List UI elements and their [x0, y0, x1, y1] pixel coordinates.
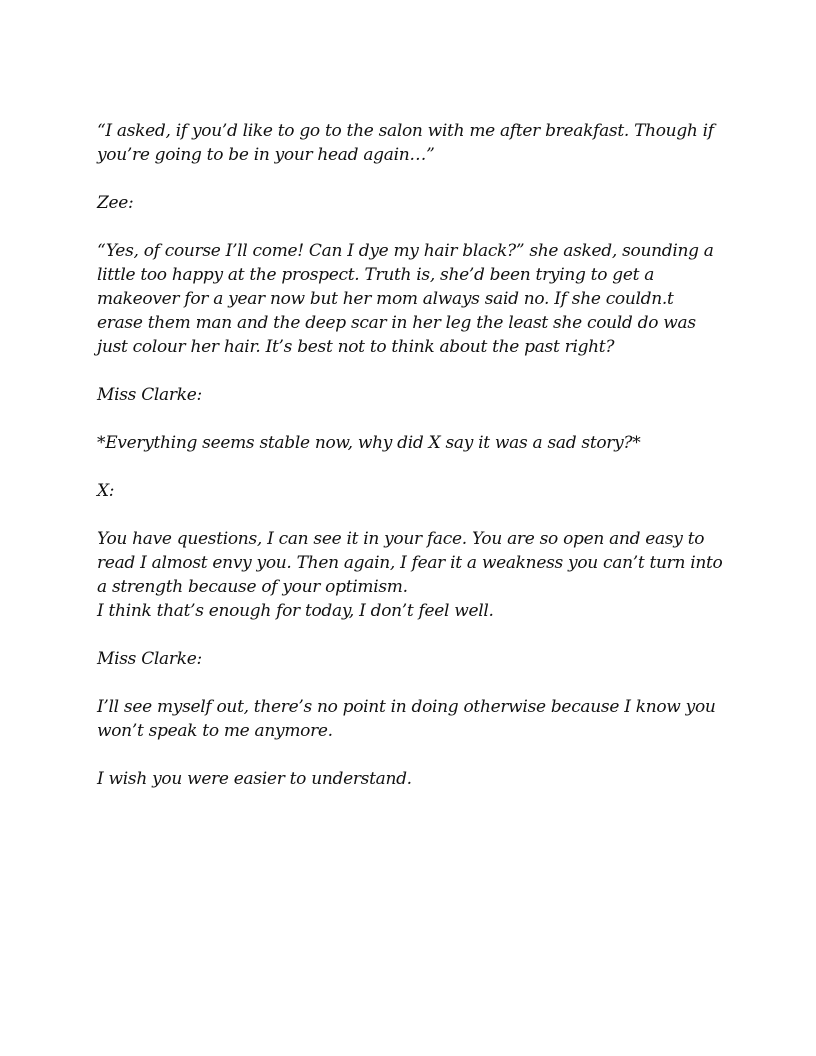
paragraph-wish: I wish you were easier to understand. [97, 769, 412, 789]
paragraph-miss-clarke-thought: *Everything seems stable now, why did X say it was a sad story?* [97, 433, 641, 453]
paragraph-zee-reply: “Yes, of course I’ll come! Can I dye my hair black?” she asked, sounding a little too happy at the prospect. Truth is, she’d been trying to get a makeover for a year now but her mom always said no. If she couldn.t erase them man and the deep scar in her leg the least she could do was just colour her hair. It’s best not to think about the past right? [97, 241, 714, 357]
speaker-label-x: X: [97, 481, 115, 501]
document-body [97, 119, 723, 815]
speaker-label-miss-clarke: Miss Clarke: [97, 385, 202, 405]
speaker-label-miss-clarke-2: Miss Clarke: [97, 649, 202, 669]
paragraph-x-enough: I think that’s enough for today, I don’t feel well. [97, 601, 494, 621]
paragraph-salon-question: “I asked, if you’d like to go to the salon with me after breakfast. Though if you’re going to be in your head again…” [97, 121, 714, 165]
paragraph-see-myself-out: I’ll see myself out, there’s no point in doing otherwise because I know you won’t speak to me anymore. [97, 697, 716, 741]
paragraph-x-questions: You have questions, I can see it in your face. You are so open and easy to read I almost envy you. Then again, I fear it a weakness you can’t turn into a strength because of your optimism. [97, 529, 723, 597]
speaker-label-zee: Zee: [97, 193, 134, 213]
